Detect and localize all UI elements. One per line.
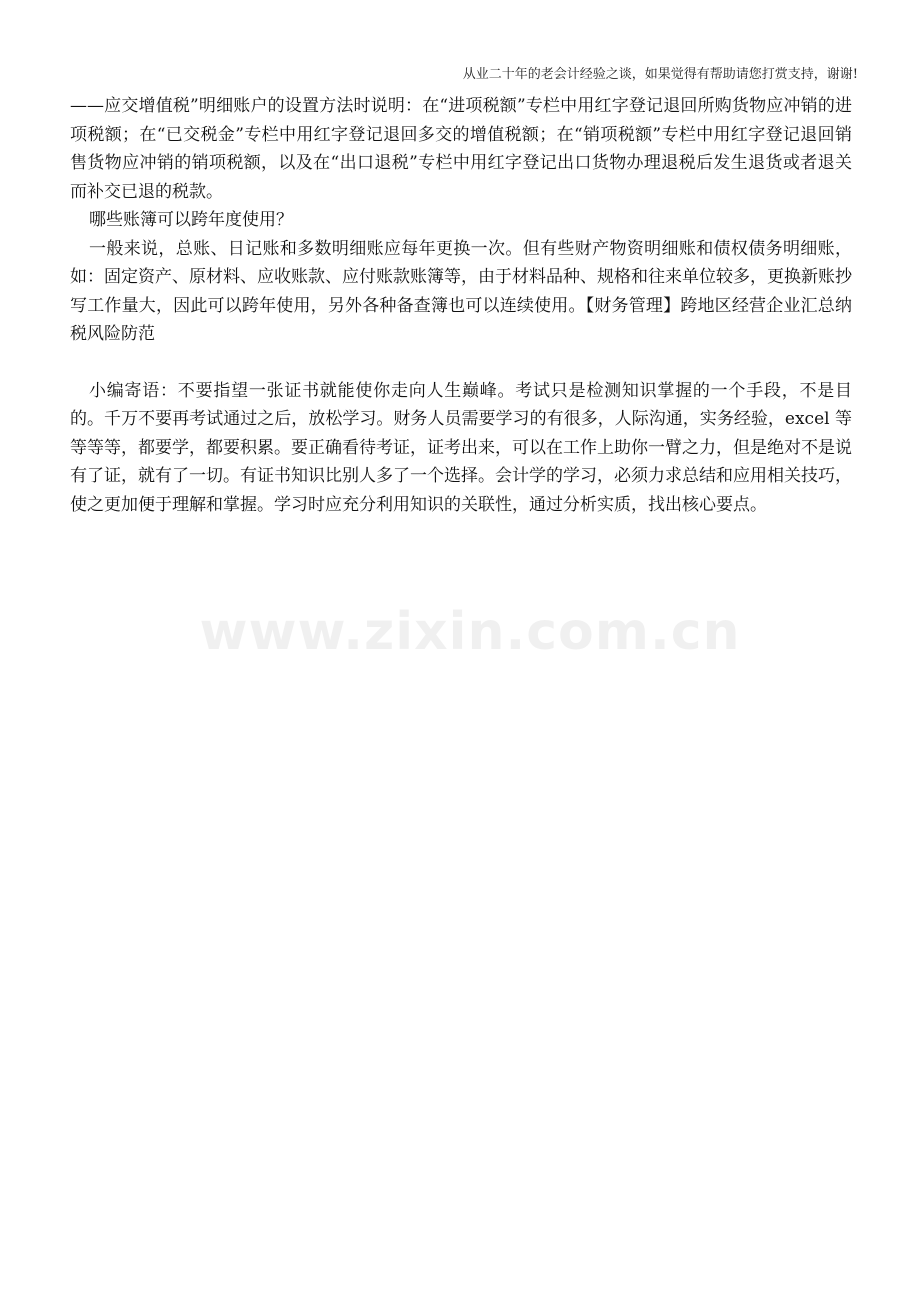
editor-note-paragraph: 小编寄语：不要指望一张证书就能使你走向人生巅峰。考试只是检测知识掌握的一个手段，不是目的。千万不要再考试通过之后，放松学习。财务人员需要学习的有很多，人际沟通，实务经验，excel 等等等等，都要学，都要积累。要正确看待考证，证考出来，可以在工作上助你一臂之力，但是绝对不是说有了证，就有了一切。有证书知识比别人多了一个选择。会计学的学习，必须力求总结和应用相关技巧，使之更加便于理解和掌握。学习时应充分利用知识的关联性，通过分析实质，找出核心要点。 — [70, 380, 852, 515]
paragraph-vat-accounts: ——应交增值税”明细账户的设置方法时说明：在“进项税额”专栏中用红字登记退回所购货物应冲销的进项税额；在“已交税金”专栏中用红字登记退回多交的增值税额；在“销项税额”专栏中用红字登记退回销售货物应冲销的销项税额，以及在“出口退税”专栏中用红字登记出口货物办理退税后发生退货或者退关而补交已退的税款。 — [70, 96, 852, 202]
header-note: 从业二十年的老会计经验之谈，如果觉得有帮助请您打赏支持，谢谢! — [462, 67, 858, 82]
document-body — [70, 92, 852, 519]
paragraph-gap — [70, 349, 852, 377]
question-heading: 哪些账簿可以跨年度使用？ — [89, 210, 293, 230]
answer-paragraph: 一般来说，总账、日记账和多数明细账应每年更换一次。但有些财产物资明细账和债权债务明细账，如：固定资产、原材料、应收账款、应付账款账簿等，由于材料品种、规格和往来单位较多，更换新账抄写工作量大，因此可以跨年使用，另外各种备查簿也可以连续使用。【财务管理】跨地区经营企业汇总纳税风险防范 — [70, 238, 852, 344]
watermark-text: www.zixin.com.cn — [199, 602, 741, 662]
